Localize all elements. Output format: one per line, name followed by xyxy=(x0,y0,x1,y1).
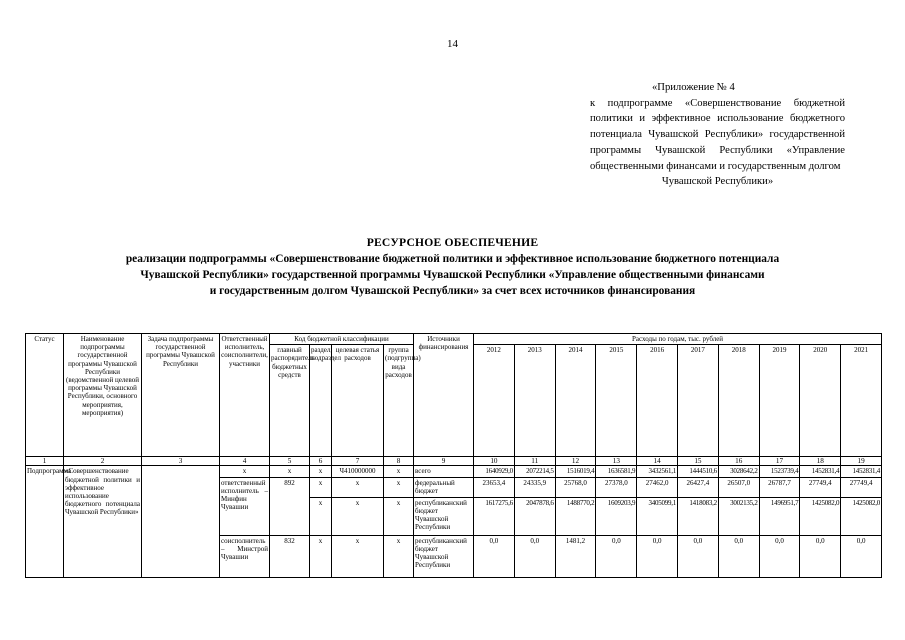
csr-cell: x xyxy=(332,535,384,577)
vr-cell: x xyxy=(384,477,414,497)
value-cell: 0,0 xyxy=(474,535,515,577)
col-number: 7 xyxy=(332,457,384,466)
vr-cell: x xyxy=(384,497,414,535)
header-row-1 xyxy=(26,334,882,345)
value-cell: 1481,2 xyxy=(555,535,596,577)
column-numbers-row xyxy=(26,457,882,466)
value-cell: 1617275,6 xyxy=(474,497,515,535)
csr-cell: x xyxy=(332,497,384,535)
header-budget-code: Код бюджетной классификации xyxy=(270,334,414,345)
appendix-tail: Чувашской Республики» xyxy=(661,176,774,188)
header-executor: Ответственный исполнитель, соисполнители, участники xyxy=(220,334,270,457)
value-cell: 27378,0 xyxy=(596,477,637,497)
value-cell: 26507,0 xyxy=(718,477,759,497)
value-cell: 0,0 xyxy=(637,535,678,577)
value-cell: 23653,4 xyxy=(474,477,515,497)
value-cell: 3002135,2 xyxy=(718,497,759,535)
col-number: 8 xyxy=(384,457,414,466)
header-year: 2017 xyxy=(678,345,719,457)
value-cell: 1444510,6 xyxy=(678,466,719,477)
resource-table xyxy=(25,333,882,578)
value-cell: 0,0 xyxy=(718,535,759,577)
value-cell: 2072214,5 xyxy=(514,466,555,477)
header-gr: главный распорядитель бюджетных средств xyxy=(270,345,310,457)
csr-cell: x xyxy=(332,477,384,497)
value-cell: 0,0 xyxy=(841,535,882,577)
gr-cell: x xyxy=(270,466,310,477)
rz-cell: x xyxy=(310,497,332,535)
header-year: 2016 xyxy=(637,345,678,457)
value-cell: 26427,4 xyxy=(678,477,719,497)
source-cell: республиканский бюджет Чувашской Республики xyxy=(414,535,474,577)
value-cell: 1418083,2 xyxy=(678,497,719,535)
vr-cell: x xyxy=(384,535,414,577)
col-number: 3 xyxy=(142,457,220,466)
value-cell: 25768,0 xyxy=(555,477,596,497)
title-line-2: Чувашской Республики» государственной программы Чувашской Республики «Управление общественными финансами xyxy=(140,269,765,281)
col-number: 18 xyxy=(800,457,841,466)
value-cell: 0,0 xyxy=(678,535,719,577)
col-number: 17 xyxy=(759,457,800,466)
gr-cell: 832 xyxy=(270,535,310,577)
value-cell: 1516019,4 xyxy=(555,466,596,477)
value-cell: 1609203,9 xyxy=(596,497,637,535)
col-number: 16 xyxy=(718,457,759,466)
value-cell: 1640929,0 xyxy=(474,466,515,477)
gr-cell: 892 xyxy=(270,477,310,535)
task-cell xyxy=(142,466,220,577)
value-cell: 1452831,4 xyxy=(841,466,882,477)
value-cell: 0,0 xyxy=(800,535,841,577)
header-year: 2014 xyxy=(555,345,596,457)
value-cell: 0,0 xyxy=(759,535,800,577)
value-cell: 1452831,4 xyxy=(800,466,841,477)
header-year: 2021 xyxy=(841,345,882,457)
col-number: 4 xyxy=(220,457,270,466)
header-vr: группа (подгруппа) вида расходов xyxy=(384,345,414,457)
header-task: Задача подпрограммы государственной программы Чувашской Республики xyxy=(142,334,220,457)
col-number: 11 xyxy=(514,457,555,466)
col-number: 13 xyxy=(596,457,637,466)
col-number: 15 xyxy=(678,457,719,466)
value-cell: 1523739,4 xyxy=(759,466,800,477)
table-row xyxy=(26,466,882,477)
header-year: 2018 xyxy=(718,345,759,457)
value-cell: 1425082,0 xyxy=(841,497,882,535)
col-number: 6 xyxy=(310,457,332,466)
csr-cell: Ч410000000 xyxy=(332,466,384,477)
value-cell: 3432561,1 xyxy=(637,466,678,477)
header-sources: Источники финансирования xyxy=(414,334,474,457)
value-cell: 1496951,7 xyxy=(759,497,800,535)
rz-cell: x xyxy=(310,466,332,477)
header-year: 2015 xyxy=(596,345,637,457)
source-cell: всего xyxy=(414,466,474,477)
appendix-body: к подпрограмме «Совершенствование бюджетной политики и эффективное использование бюджетного потенциала Чувашской Республики» государственной программы Чувашской Республики «Управление общественными финансами и государственным долгом xyxy=(590,97,845,172)
appendix-note xyxy=(590,80,845,190)
value-cell: 2047878,6 xyxy=(514,497,555,535)
value-cell: 3028642,2 xyxy=(718,466,759,477)
value-cell: 0,0 xyxy=(596,535,637,577)
resource-table-wrapper xyxy=(25,333,881,578)
value-cell: 27749,4 xyxy=(800,477,841,497)
header-year: 2012 xyxy=(474,345,515,457)
col-number: 9 xyxy=(414,457,474,466)
title-line-1: реализации подпрограммы «Совершенствование бюджетной политики и эффективное использование бюджетного потенциала xyxy=(125,253,780,265)
col-number: 12 xyxy=(555,457,596,466)
title-line-3: и государственным долгом Чувашской Республики» за счет всех источников финансирования xyxy=(209,285,696,297)
value-cell: 1425082,0 xyxy=(800,497,841,535)
source-cell: федеральный бюджет xyxy=(414,477,474,497)
rz-cell: x xyxy=(310,535,332,577)
title-main: РЕСУРСНОЕ ОБЕСПЕЧЕНИЕ xyxy=(366,236,539,249)
subprogram-name-cell: «Совершенствование бюджетной политики и эффективное использование бюджетного потенциала Чувашской Республики» xyxy=(64,466,142,577)
rz-cell: x xyxy=(310,477,332,497)
executor-cell: x xyxy=(220,466,270,477)
header-year: 2019 xyxy=(759,345,800,457)
header-name: Наименование подпрограммы государственной программы Чувашской Республики (ведомственной целевой программы Чувашской Республики, основного мероприятия, мероприятия) xyxy=(64,334,142,457)
header-year: 2013 xyxy=(514,345,555,457)
value-cell: 1636581,9 xyxy=(596,466,637,477)
value-cell: 26787,7 xyxy=(759,477,800,497)
header-csr: целевая статья расходов xyxy=(332,345,384,457)
header-rz: раздел, подраздел xyxy=(310,345,332,457)
col-number: 1 xyxy=(26,457,64,466)
vr-cell: x xyxy=(384,466,414,477)
col-number: 5 xyxy=(270,457,310,466)
page-number: 14 xyxy=(447,38,458,50)
document-title xyxy=(20,235,885,299)
value-cell: 3405099,1 xyxy=(637,497,678,535)
value-cell: 27749,4 xyxy=(841,477,882,497)
value-cell: 0,0 xyxy=(514,535,555,577)
executor-cell: ответственный исполнитель – Минфин Чувашии xyxy=(220,477,270,535)
col-number: 2 xyxy=(64,457,142,466)
col-number: 19 xyxy=(841,457,882,466)
col-number: 14 xyxy=(637,457,678,466)
value-cell: 27462,0 xyxy=(637,477,678,497)
value-cell: 24335,9 xyxy=(514,477,555,497)
header-expenses: Расходы по годам, тыс. рублей xyxy=(474,334,882,345)
executor-cell: соисполнитель – Минстрой Чувашии xyxy=(220,535,270,577)
value-cell: 1488770,2 xyxy=(555,497,596,535)
header-year: 2020 xyxy=(800,345,841,457)
header-status: Статус xyxy=(26,334,64,457)
appendix-head: «Приложение № 4 xyxy=(652,82,735,93)
source-cell: республиканский бюджет Чувашской Республики xyxy=(414,497,474,535)
col-number: 10 xyxy=(474,457,515,466)
status-cell: Подпрограмма xyxy=(26,466,64,577)
